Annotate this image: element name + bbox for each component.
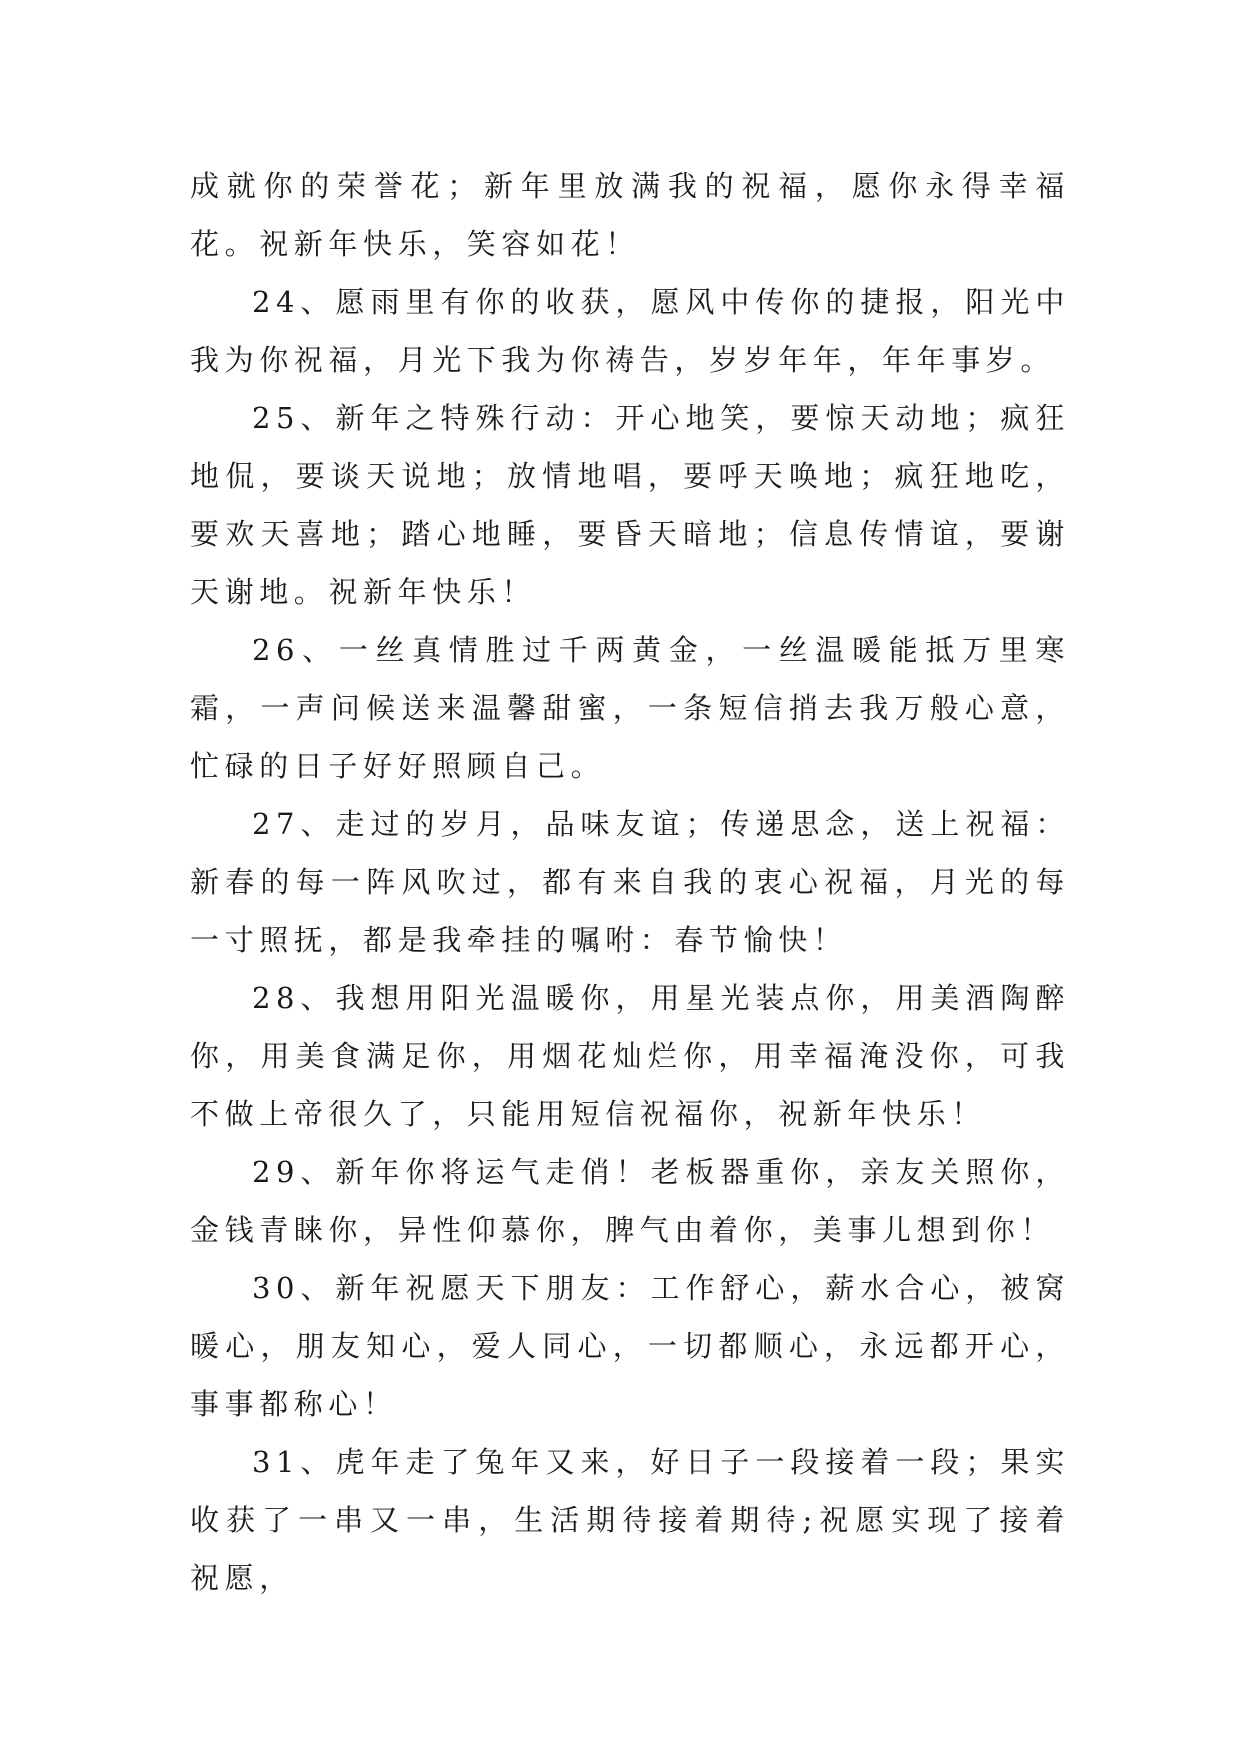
paragraph-26: 26、一丝真情胜过千两黄金，一丝温暖能抵万里寒霜，一声问候送来温馨甜蜜，一条短信捎去我万般心意，忙碌的日子好好照顾自己。 (190, 633, 1070, 783)
paragraph-continuation: 成就你的荣誉花；新年里放满我的祝福，愿你永得幸福花。祝新年快乐，笑容如花！ (190, 169, 1070, 261)
paragraph-31: 31、虎年走了兔年又来，好日子一段接着一段；果实收获了一串又一串，生活期待接着期待;祝愿实现了接着祝愿， (190, 1445, 1070, 1595)
paragraph-28: 28、我想用阳光温暖你，用星光装点你，用美酒陶醉你，用美食满足你，用烟花灿烂你，用幸福淹没你，可我不做上帝很久了，只能用短信祝福你，祝新年快乐！ (190, 981, 1070, 1131)
paragraph-25: 25、新年之特殊行动：开心地笑，要惊天动地；疯狂地侃，要谈天说地；放情地唱，要呼天唤地；疯狂地吃，要欢天喜地；踏心地睡，要昏天暗地；信息传情谊，要谢天谢地。祝新年快乐！ (190, 401, 1070, 609)
paragraph-24: 24、愿雨里有你的收获，愿风中传你的捷报，阳光中我为你祝福，月光下我为你祷告，岁岁年年，年年事岁。 (190, 285, 1070, 377)
document-body (190, 157, 1070, 1607)
paragraph-30: 30、新年祝愿天下朋友：工作舒心，薪水合心，被窝暖心，朋友知心，爱人同心，一切都顺心，永远都开心，事事都称心！ (190, 1271, 1070, 1421)
paragraph-29: 29、新年你将运气走俏！老板器重你，亲友关照你，金钱青睐你，异性仰慕你，脾气由着你，美事儿想到你！ (190, 1155, 1070, 1247)
paragraph-27: 27、走过的岁月，品味友谊；传递思念，送上祝福：新春的每一阵风吹过，都有来自我的衷心祝福，月光的每一寸照抚，都是我牵挂的嘱咐：春节愉快！ (190, 807, 1070, 957)
